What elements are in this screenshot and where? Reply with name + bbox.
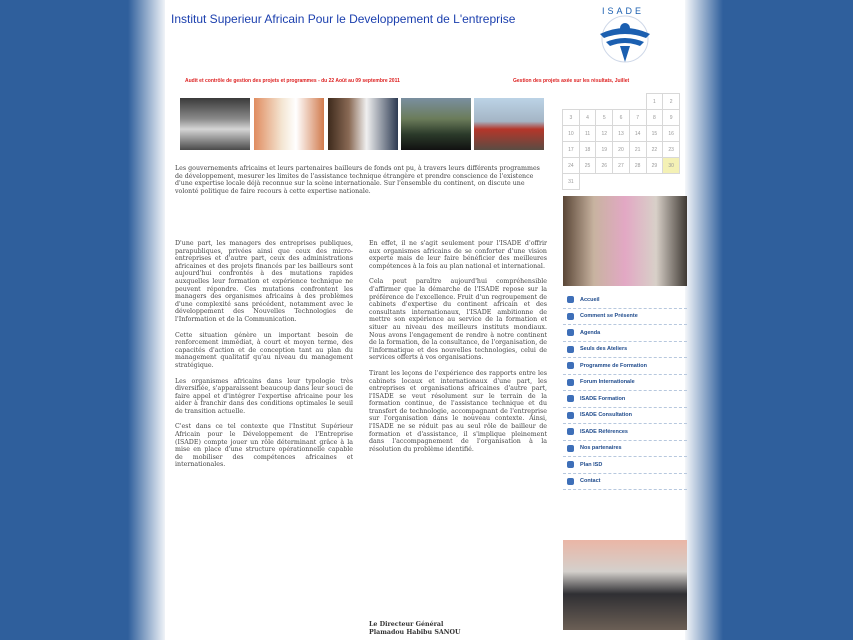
calendar-day[interactable]: 13 [613,126,630,142]
sidebar-menu-label: Programme de Formation [580,362,647,369]
intro-text: Les gouvernements africains et leurs partenaires bailleurs de fonds ont pu, à travers leurs différents programmes de développement, mesurer les limites de l'assistance technique étrangère et prendre conscience de l'existence d'une expertise locale déjà reconnue sur la scène internationale. Sur l'ensemble du continent, on discute une volonté politique de faire recours à cette expertise nationale. [175,165,540,195]
calendar-week [563,110,680,126]
menu-bullet-icon [567,379,574,386]
news-marquee-right[interactable]: Gestion des projets axée sur les résultats, Juillet [513,78,630,84]
left-column [175,240,353,477]
sidebar-menu-item[interactable] [563,391,687,408]
left-paragraph-4: C'est dans ce tel contexte que l'Institut Supérieur Africain pour le Développement de l'Entreprise (ISADE) compte jouer un rôle déterminant grâce à la mise en place d'une structure opérationnelle capable de mobiliser des compétences africaines et internationales. [175,423,353,469]
left-paragraph-3: Les organismes africains dans leur typologie très diversifiée, s'apparaissent beaucoup dans leur souci de faire appel et d'intégrer l'expertise africaine pour les aider à franchir dans des conditions optimales le seuil de transition actuelle. [175,377,353,415]
header-photo-1 [180,98,250,150]
calendar-day[interactable]: 9 [663,110,680,126]
sidebar-menu-label: Accueil [580,296,600,303]
header-photo-2 [254,98,324,150]
menu-bullet-icon [567,313,574,320]
menu-bullet-icon [567,461,574,468]
menu-bullet-icon [567,395,574,402]
calendar-day[interactable]: 27 [613,158,630,174]
menu-bullet-icon [567,346,574,353]
menu-bullet-icon [567,329,574,336]
menu-bullet-icon [567,478,574,485]
sidebar-menu-label: ISADE Références [580,428,628,435]
calendar-empty-cell [629,94,646,110]
calendar-day[interactable]: 25 [579,158,596,174]
sidebar-menu-item[interactable] [563,342,687,359]
sidebar-menu-label: ISADE Consultation [580,412,632,419]
calendar-day[interactable]: 10 [563,126,580,142]
calendar-day[interactable]: 8 [646,110,663,126]
calendar-day[interactable]: 20 [613,142,630,158]
calendar-empty-cell [613,174,630,190]
calendar-day[interactable]: 11 [579,126,596,142]
sidebar-menu-label: Forum Internationale [580,379,635,386]
calendar-empty-cell [629,174,646,190]
intro-paragraph [175,165,545,195]
calendar-day[interactable]: 6 [613,110,630,126]
left-paragraph-1: D'une part, les managers des entreprises publiques, parapubliques, privées ainsi que ceux des micro-entreprises et d'autre part, ceux des administrations africaines et des projets financés par les bailleurs sont aujourd'hui confrontés à des mutations rapides auxquelles leur formation et expérience technique ne peuvent répondre. Ces mutations confrontent les managers des organismes africains à des problèmes d'une complexité sans précédent, notamment avec le développement des Nouvelles Technologies de l'Information et de la Communication. [175,240,353,323]
sidebar-menu-label: Nos partenaires [580,445,622,452]
sidebar-menu-label: Seuls des Ateliers [580,346,628,353]
calendar-day[interactable]: 30 [663,158,680,174]
sidebar-menu-item[interactable] [563,474,687,491]
sidebar-photo-top [563,196,687,286]
sidebar-menu-label: Plan ISD [580,461,603,468]
right-paragraph-3: Tirant les leçons de l'expérience des rapports entre les cabinets locaux et internationaux d'une part, les entreprises et organisations africaines d'autre part, l'ISADE se veut résolument sur le terrain de la formation continue, de l'assistance technique et du transfert de technologie, accompagnant de l'entreprise sur l'organisation dans le nouveau contexte. Ainsi, l'ISADE ne se réduit pas au seul rôle de bailleur de formation et d'assistance, il s'implique pleinement dans l'accompagnement de l'organisation à la résolution du problème identifié. [369,369,547,453]
calendar-day[interactable]: 1 [646,94,663,110]
calendar-week [563,142,680,158]
sidebar-menu-item[interactable] [563,457,687,474]
calendar [562,93,680,190]
sidebar-menu-item[interactable] [563,325,687,342]
menu-bullet-icon [567,362,574,369]
calendar-week [563,174,680,190]
menu-bullet-icon [567,445,574,452]
right-paragraph-1: En effet, il ne s'agit seulement pour l'ISADE d'offrir aux organismes africains de se conforter d'une vision experte mais de leur faire bénéficier des meilleures compétences à la fois au plan national et international. [369,240,547,270]
calendar-day[interactable]: 21 [629,142,646,158]
sidebar-menu-label: Agenda [580,329,601,336]
signature [369,621,461,636]
header-photo-5 [474,98,544,150]
signature-title: Le Directeur Général [369,621,444,628]
calendar-week [563,126,680,142]
logo-text: ISADE [602,6,645,16]
calendar-day[interactable]: 18 [579,142,596,158]
news-marquee-left[interactable]: Audit et contrôle de gestion des projets et programmes - du 22 Août au 09 septembre 2011 [185,78,400,84]
calendar-empty-cell [579,174,596,190]
calendar-day[interactable]: 15 [646,126,663,142]
calendar-day[interactable]: 3 [563,110,580,126]
header-photo-4 [401,98,471,150]
sidebar-menu-item[interactable] [563,292,687,309]
calendar-day[interactable]: 4 [579,110,596,126]
calendar-day[interactable]: 23 [663,142,680,158]
sidebar-menu-item[interactable] [563,358,687,375]
calendar-day[interactable]: 26 [596,158,613,174]
menu-bullet-icon [567,412,574,419]
calendar-empty-cell [613,94,630,110]
calendar-week [563,94,680,110]
sidebar-menu-label: ISADE Formation [580,395,626,402]
calendar-day[interactable]: 5 [596,110,613,126]
calendar-empty-cell [596,94,613,110]
calendar-empty-cell [579,94,596,110]
calendar-day[interactable]: 29 [646,158,663,174]
sidebar-menu-label: Contact [580,478,601,485]
calendar-empty-cell [646,174,663,190]
signature-name: Plamadou Habibu SANOU [369,628,461,636]
sidebar-menu-item[interactable] [563,441,687,458]
sidebar-menu-label: Comment se Présente [580,313,638,320]
page-container [165,0,685,640]
sidebar-menu-item[interactable] [563,408,687,425]
header-photo-3 [328,98,398,150]
sidebar-menu [563,292,687,490]
sidebar-menu-item[interactable] [563,309,687,326]
calendar-week [563,158,680,174]
calendar-empty-cell [596,174,613,190]
sidebar-menu-item[interactable] [563,424,687,441]
calendar-day[interactable]: 17 [563,142,580,158]
sidebar-photo-bottom [563,540,687,630]
calendar-day[interactable]: 24 [563,158,580,174]
left-paragraph-2: Cette situation génère un important besoin de renforcement immédiat, à court et moyen terme, des capacités d'action et de conception tant au plan du management qualitatif qu'au niveau du management stratégique. [175,331,353,369]
calendar-day[interactable]: 14 [629,126,646,142]
menu-bullet-icon [567,296,574,303]
calendar-day[interactable]: 12 [596,126,613,142]
background-fade-left [128,0,168,640]
calendar-day[interactable]: 19 [596,142,613,158]
calendar-day[interactable]: 22 [646,142,663,158]
right-column [369,240,547,461]
site-title[interactable]: Institut Superieur Africain Pour le Developpement de L'entreprise [171,12,516,26]
sidebar-menu-item[interactable] [563,375,687,392]
calendar-empty-cell [663,174,680,190]
menu-bullet-icon [567,428,574,435]
right-paragraph-2: Cela peut paraître aujourd'hui compréhensible d'affirmer que la démarche de l'ISADE repose sur la préférence de l'excellence. Fruit d'un regroupement de cabinets d'expertise du continent africain et des consultants internationaux, l'ISADE ambitionne de mettre son expérience au service de la formation et situer au niveau des meilleurs instituts mondiaux. Nous avons l'engagement de rendre à notre continent de la formation, de la consultance, de l'organisation, de l'informatique et des nouvelles technologies, celui de services offerts à vos organisations. [369,278,547,362]
calendar-empty-cell [563,94,580,110]
calendar-day[interactable]: 31 [563,174,580,190]
background-fade-right [683,0,723,640]
calendar-day[interactable]: 16 [663,126,680,142]
calendar-day[interactable]: 2 [663,94,680,110]
calendar-day[interactable]: 28 [629,158,646,174]
calendar-day[interactable]: 7 [629,110,646,126]
